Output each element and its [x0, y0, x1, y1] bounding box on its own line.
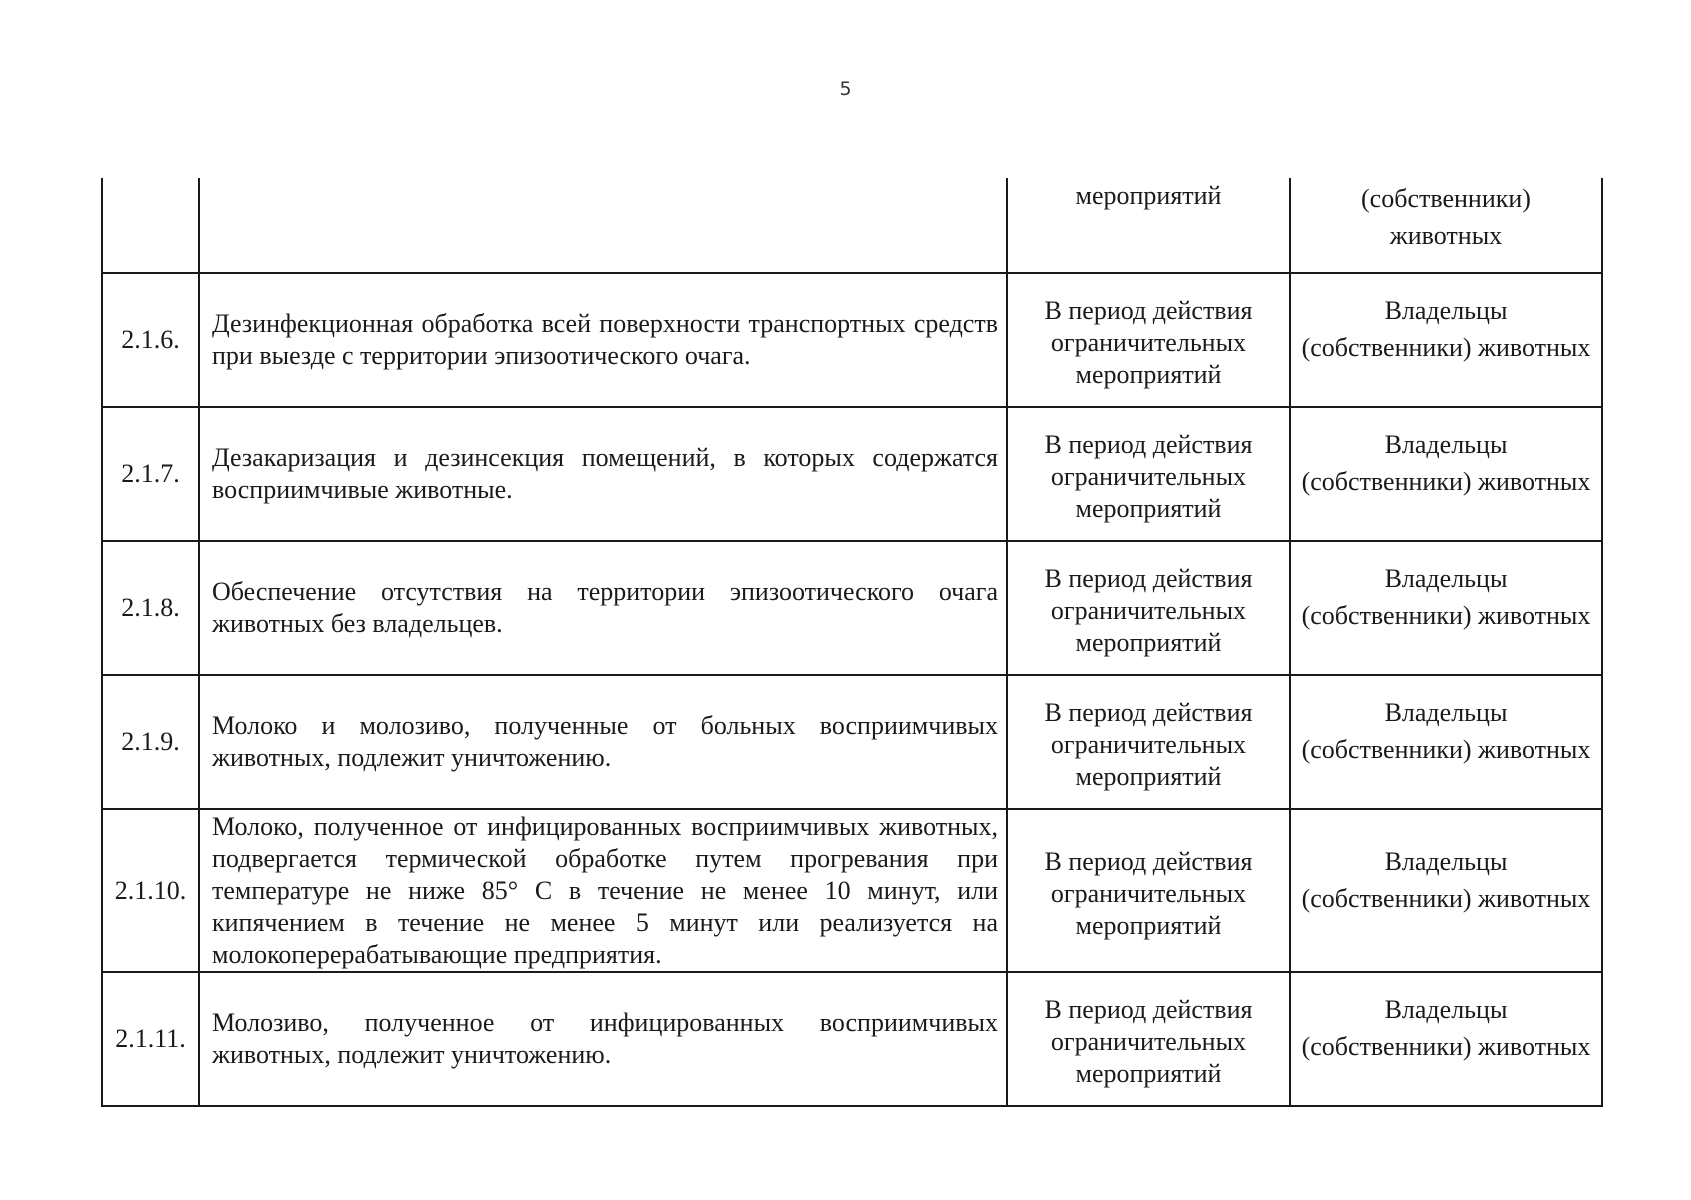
row-responsible-text: Владельцы (собственники) животных	[1301, 698, 1591, 764]
measures-table	[101, 178, 1603, 1107]
row-term	[1007, 407, 1290, 541]
table-row	[102, 407, 1602, 541]
row-responsible-text: Владельцы (собственники) животных	[1301, 846, 1591, 913]
row-responsible	[1290, 273, 1602, 407]
row-responsible-text: Владельцы (собственники) животных	[1301, 995, 1591, 1061]
table-row	[102, 675, 1602, 809]
row-responsible	[1290, 407, 1602, 541]
row-description: Молоко, полученное от инфицированных восприимчивых животных, подвергается термической обработке путем прогревания при температуре не ниже 85° С в течение не менее 10 минут, или кипячением в течение не менее 5 минут или реализуется на молокоперерабатывающие предприятия.	[199, 809, 1007, 972]
table-row	[102, 273, 1602, 407]
table-row	[102, 972, 1602, 1106]
row-term-text: В период действия ограничительных мероприятий	[1044, 698, 1253, 791]
row-term	[1007, 972, 1290, 1106]
row-responsible-text: Владельцы (собственники) животных	[1301, 430, 1591, 496]
row-responsible	[1290, 972, 1602, 1106]
row-description: Обеспечение отсутствия на территории эпизоотического очага животных без владельцев.	[199, 541, 1007, 675]
row-responsible	[1290, 809, 1602, 972]
row-number: 2.1.10.	[102, 809, 199, 972]
row-term	[1007, 541, 1290, 675]
row-description: Дезинфекционная обработка всей поверхности транспортных средств при выезде с территории эпизоотического очага.	[199, 273, 1007, 407]
row-description: Молозиво, полученное от инфицированных восприимчивых животных, подлежит уничтожению.	[199, 972, 1007, 1106]
row-term-text: В период действия ограничительных мероприятий	[1044, 995, 1253, 1088]
row-term-text: В период действия ограничительных мероприятий	[1044, 296, 1253, 389]
row-responsible	[1290, 675, 1602, 809]
row-description	[199, 178, 1007, 273]
row-number: 2.1.6.	[102, 273, 199, 407]
row-responsible-text: Владельцы (собственники) животных	[1301, 564, 1591, 630]
row-responsible	[1290, 178, 1602, 273]
row-term-text: мероприятий	[1075, 181, 1222, 210]
row-term	[1007, 809, 1290, 972]
row-number: 2.1.8.	[102, 541, 199, 675]
row-number: 2.1.9.	[102, 675, 199, 809]
row-term	[1007, 675, 1290, 809]
row-number: 2.1.11.	[102, 972, 199, 1106]
row-term	[1007, 178, 1290, 273]
table-row	[102, 809, 1602, 972]
row-responsible-text: (собственники) животных	[1361, 184, 1531, 250]
row-term-text: В период действия ограничительных мероприятий	[1044, 846, 1253, 940]
row-number: 2.1.7.	[102, 407, 199, 541]
row-term-text: В период действия ограничительных мероприятий	[1044, 430, 1253, 523]
table-row-continuation	[102, 178, 1602, 273]
page-number: 5	[839, 78, 852, 100]
row-description: Дезакаризация и дезинсекция помещений, в которых содержатся восприимчивые животные.	[199, 407, 1007, 541]
row-responsible	[1290, 541, 1602, 675]
row-term	[1007, 273, 1290, 407]
table-row	[102, 541, 1602, 675]
row-responsible-text: Владельцы (собственники) животных	[1301, 296, 1591, 362]
row-number	[102, 178, 199, 273]
row-description: Молоко и молозиво, полученные от больных восприимчивых животных, подлежит уничтожению.	[199, 675, 1007, 809]
row-term-text: В период действия ограничительных мероприятий	[1044, 564, 1253, 657]
